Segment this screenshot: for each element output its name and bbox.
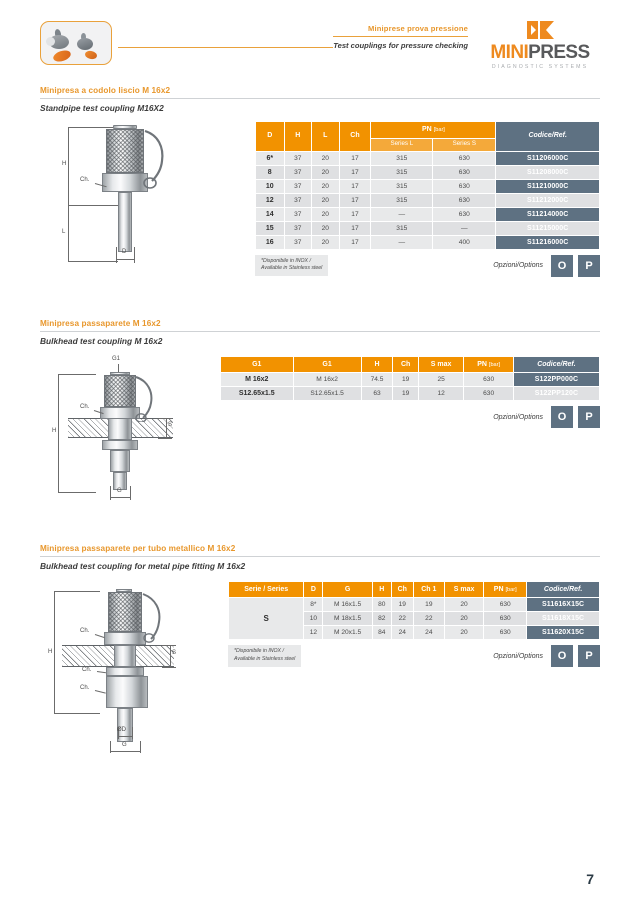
cell-smax: 25 — [418, 373, 464, 387]
th-ch: Ch — [391, 581, 413, 598]
logo-text-mini: MINI — [490, 42, 529, 63]
cell-h: 82 — [372, 612, 391, 626]
header-title-block — [333, 18, 480, 50]
drawing-bulkhead-metal-pipe — [40, 581, 210, 756]
cell-d: 12 — [304, 626, 323, 640]
cell-serie: S — [229, 598, 304, 640]
cell-pn-l: — — [371, 235, 433, 249]
option-badge-p[interactable]: P — [578, 255, 600, 277]
th-ch1: Ch 1 — [413, 581, 444, 598]
stainless-note — [255, 255, 328, 277]
cell-h: 37 — [284, 193, 312, 207]
dim-label-ch-3: Ch. — [80, 684, 90, 691]
section-1-title-en: Standpipe test coupling M16X2 — [40, 103, 164, 113]
table-row — [221, 387, 600, 401]
cell-smax: 12 — [418, 387, 464, 401]
table-bulkhead — [220, 356, 600, 402]
cell-l: 20 — [312, 235, 340, 249]
cell-code: S11620X15C — [527, 626, 600, 640]
th-code: Codice/Ref. — [496, 122, 600, 152]
cell-h: 37 — [284, 179, 312, 193]
cell-pn: 630 — [484, 626, 527, 640]
cell-l: 20 — [312, 221, 340, 235]
cell-g: M 18x1.5 — [323, 612, 372, 626]
dim-label-l: L — [62, 229, 66, 235]
header-title-en: Test couplings for pressure checking — [333, 40, 468, 50]
cell-ch: 22 — [391, 612, 413, 626]
cell-ch: 24 — [391, 626, 413, 640]
th-ch: Ch — [339, 122, 371, 152]
th-d: D — [304, 581, 323, 598]
cell-g: M 16x1.5 — [323, 598, 372, 612]
section-3-title-en: Bulkhead test coupling for metal pipe fitting M 16x2 — [40, 560, 246, 571]
cell-code: S11616X15C — [527, 598, 600, 612]
cell-g1-b: M 16x2 — [293, 373, 361, 387]
cell-g: M 20x1.5 — [323, 626, 372, 640]
th-pn-label: PN — [477, 360, 487, 368]
cell-pn-s: 630 — [433, 207, 496, 221]
cell-smax: 20 — [444, 598, 483, 612]
section-bulkhead — [0, 319, 640, 506]
option-badge-o[interactable]: O — [551, 255, 573, 277]
cell-pn-s: 630 — [433, 151, 496, 165]
table-row — [256, 151, 600, 165]
table-3-footer — [228, 645, 600, 667]
cell-pn-l: 315 — [371, 151, 433, 165]
th-series-s: Series S — [433, 138, 496, 151]
cell-code: S11210000C — [496, 179, 600, 193]
table-row — [256, 207, 600, 221]
cell-code: S11206000C — [496, 151, 600, 165]
cell-h: 37 — [284, 235, 312, 249]
cell-ch: 19 — [391, 598, 413, 612]
dim-label-d: D — [122, 249, 127, 255]
dim-label-ch: Ch. — [80, 403, 90, 410]
dim-label-g: G — [122, 741, 127, 748]
dim-label-h: H — [62, 161, 67, 167]
table-bulkhead-wrap — [220, 356, 600, 429]
cell-ch1: 19 — [413, 598, 444, 612]
cell-code: S11215000C — [496, 221, 600, 235]
th-pn-unit: [bar] — [488, 361, 501, 368]
cell-pn-s: 400 — [433, 235, 496, 249]
dim-label-s: S — [168, 421, 173, 428]
cell-d: 6* — [256, 151, 285, 165]
cell-code: S11212000C — [496, 193, 600, 207]
dim-label-h: H — [52, 427, 57, 434]
page-footer — [0, 871, 640, 887]
cell-d: 8 — [256, 165, 285, 179]
page-number: 7 — [586, 871, 594, 887]
cell-ch: 17 — [339, 179, 371, 193]
cell-pn-s: — — [433, 221, 496, 235]
th-h: H — [361, 356, 393, 373]
th-h: H — [284, 122, 312, 152]
cell-h: 37 — [284, 207, 312, 221]
th-ch: Ch — [393, 356, 418, 373]
th-pn — [464, 356, 514, 373]
cell-d: 8* — [304, 598, 323, 612]
table-row — [256, 165, 600, 179]
dim-label-ch-2: Ch. — [82, 666, 92, 673]
cell-code: S11208000C — [496, 165, 600, 179]
cell-g1-b: S12.65x1.5 — [293, 387, 361, 401]
cell-pn: 630 — [484, 612, 527, 626]
table-2-footer — [220, 406, 600, 428]
cell-code: S11216000C — [496, 235, 600, 249]
th-pn-label: PN — [493, 585, 504, 593]
dim-label-diameter-d: ØD — [117, 726, 126, 733]
stainless-note — [228, 645, 301, 667]
options-label: Opzioni/Options — [493, 652, 543, 660]
section-3-title-it: Minipresa passaparete per tubo metallico M 16x2 — [40, 544, 600, 557]
section-bulkhead-metal-pipe — [0, 544, 640, 756]
cell-pn-l: 315 — [371, 221, 433, 235]
cell-ch1: 24 — [413, 626, 444, 640]
cell-pn-l: — — [371, 207, 433, 221]
th-code: Codice/Ref. — [513, 356, 599, 373]
cell-smax: 20 — [444, 626, 483, 640]
options-label: Opzioni/Options — [493, 413, 543, 421]
table-row — [256, 235, 600, 249]
table-metal-pipe — [228, 581, 600, 641]
drawing-bulkhead — [40, 356, 188, 506]
cell-l: 20 — [312, 193, 340, 207]
cell-ch: 17 — [339, 221, 371, 235]
cell-h: 74.5 — [361, 373, 393, 387]
th-pn — [484, 581, 527, 598]
cell-code: S11214000C — [496, 207, 600, 221]
cell-h: 37 — [284, 151, 312, 165]
th-h: H — [372, 581, 391, 598]
cell-d: 16 — [256, 235, 285, 249]
cell-g1-a: M 16x2 — [221, 373, 294, 387]
dim-label-g1: G1 — [112, 355, 121, 362]
header-title-it: Miniprese prova pressione — [368, 24, 468, 33]
options-group — [493, 645, 600, 667]
cell-h: 84 — [372, 626, 391, 640]
cell-l: 20 — [312, 151, 340, 165]
option-badge-p[interactable]: P — [578, 645, 600, 667]
table-standpipe-wrap — [255, 121, 600, 277]
note-line-2: Available in Stainless steel — [261, 265, 323, 272]
note-line-1: *Disponibile in INOX / — [261, 257, 311, 264]
cell-pn-l: 315 — [371, 179, 433, 193]
table-row — [229, 598, 600, 612]
cell-pn-s: 630 — [433, 165, 496, 179]
th-pn-unit: [bar] — [505, 586, 517, 593]
section-2-title-en: Bulkhead test coupling M 16x2 — [40, 335, 163, 346]
th-pn-label: PN — [421, 126, 432, 133]
th-pn-unit: [bar] — [433, 127, 445, 133]
cell-ch: 17 — [339, 207, 371, 221]
section-1-title-it: Minipresa a codolo liscio M 16x2 — [40, 86, 600, 99]
table-row — [221, 373, 600, 387]
option-badge-p[interactable]: P — [578, 406, 600, 428]
header-divider-line — [118, 47, 333, 48]
th-serie: Serie / Series — [229, 581, 304, 598]
table-row — [256, 179, 600, 193]
th-g1-b: G1 — [293, 356, 361, 373]
cell-smax: 20 — [444, 612, 483, 626]
cell-d: 14 — [256, 207, 285, 221]
cell-pn: 630 — [464, 373, 514, 387]
cell-pn: 630 — [484, 598, 527, 612]
cell-h: 37 — [284, 165, 312, 179]
drawing-standpipe — [40, 121, 255, 266]
cell-h: 63 — [361, 387, 393, 401]
option-badge-o[interactable]: O — [551, 406, 573, 428]
cell-pn-s: 630 — [433, 179, 496, 193]
th-l: L — [312, 122, 340, 152]
cell-ch: 17 — [339, 193, 371, 207]
cell-code: S122PP120C — [513, 387, 599, 401]
cell-pn-l: 315 — [371, 193, 433, 207]
cell-d: 15 — [256, 221, 285, 235]
th-g: G — [323, 581, 372, 598]
options-group — [493, 255, 600, 277]
th-pn — [371, 122, 496, 139]
table-row — [256, 193, 600, 207]
header-title-rule — [333, 36, 468, 37]
cell-l: 20 — [312, 165, 340, 179]
minipress-logo — [480, 18, 600, 70]
option-badge-o[interactable]: O — [551, 645, 573, 667]
cell-pn-s: 630 — [433, 193, 496, 207]
th-smax: S max — [444, 581, 483, 598]
table-standpipe — [255, 121, 600, 250]
th-series-l: Series L — [371, 138, 433, 151]
logo-mark-icon — [525, 20, 555, 40]
cell-h: 37 — [284, 221, 312, 235]
cell-ch1: 22 — [413, 612, 444, 626]
cell-ch: 19 — [393, 387, 418, 401]
cell-code: S11618X15C — [527, 612, 600, 626]
cell-h: 80 — [372, 598, 391, 612]
th-d: D — [256, 122, 285, 152]
cell-d: 10 — [256, 179, 285, 193]
table-1-footer — [255, 255, 600, 277]
logo-text-press: PRESS — [528, 42, 590, 63]
section-2-title-it: Minipresa passaparete M 16x2 — [40, 319, 600, 332]
product-thumbnail — [40, 21, 112, 65]
table-row — [256, 221, 600, 235]
cell-l: 20 — [312, 179, 340, 193]
cell-ch: 19 — [393, 373, 418, 387]
logo-wordmark — [480, 43, 600, 62]
dim-label-ch-1: Ch. — [80, 627, 90, 634]
th-code: Codice/Ref. — [527, 581, 600, 598]
cell-ch: 17 — [339, 151, 371, 165]
section-standpipe — [0, 86, 640, 277]
dim-label-h: H — [48, 648, 53, 655]
cell-l: 20 — [312, 207, 340, 221]
cell-ch: 17 — [339, 235, 371, 249]
dim-label-s: S — [172, 649, 177, 656]
cell-ch: 17 — [339, 165, 371, 179]
note-line-2: Available in Stainless steel — [234, 655, 296, 662]
options-label: Opzioni/Options — [493, 262, 543, 269]
options-group — [493, 406, 600, 428]
note-line-1: *Disponibile in INOX / — [234, 648, 284, 655]
cell-d: 10 — [304, 612, 323, 626]
th-smax: S max — [418, 356, 464, 373]
page-header — [0, 0, 640, 80]
cell-pn: 630 — [464, 387, 514, 401]
logo-tagline: DIAGNOSTIC SYSTEMS — [491, 64, 589, 70]
dim-label-ch: Ch. — [80, 177, 90, 183]
cell-code: S122PP000C — [513, 373, 599, 387]
cell-pn-l: 315 — [371, 165, 433, 179]
th-g1-a: G1 — [221, 356, 294, 373]
dim-label-g: G — [117, 487, 122, 494]
cell-g1-a: S12.65x1.5 — [221, 387, 294, 401]
table-metal-pipe-wrap — [228, 581, 600, 668]
cell-d: 12 — [256, 193, 285, 207]
